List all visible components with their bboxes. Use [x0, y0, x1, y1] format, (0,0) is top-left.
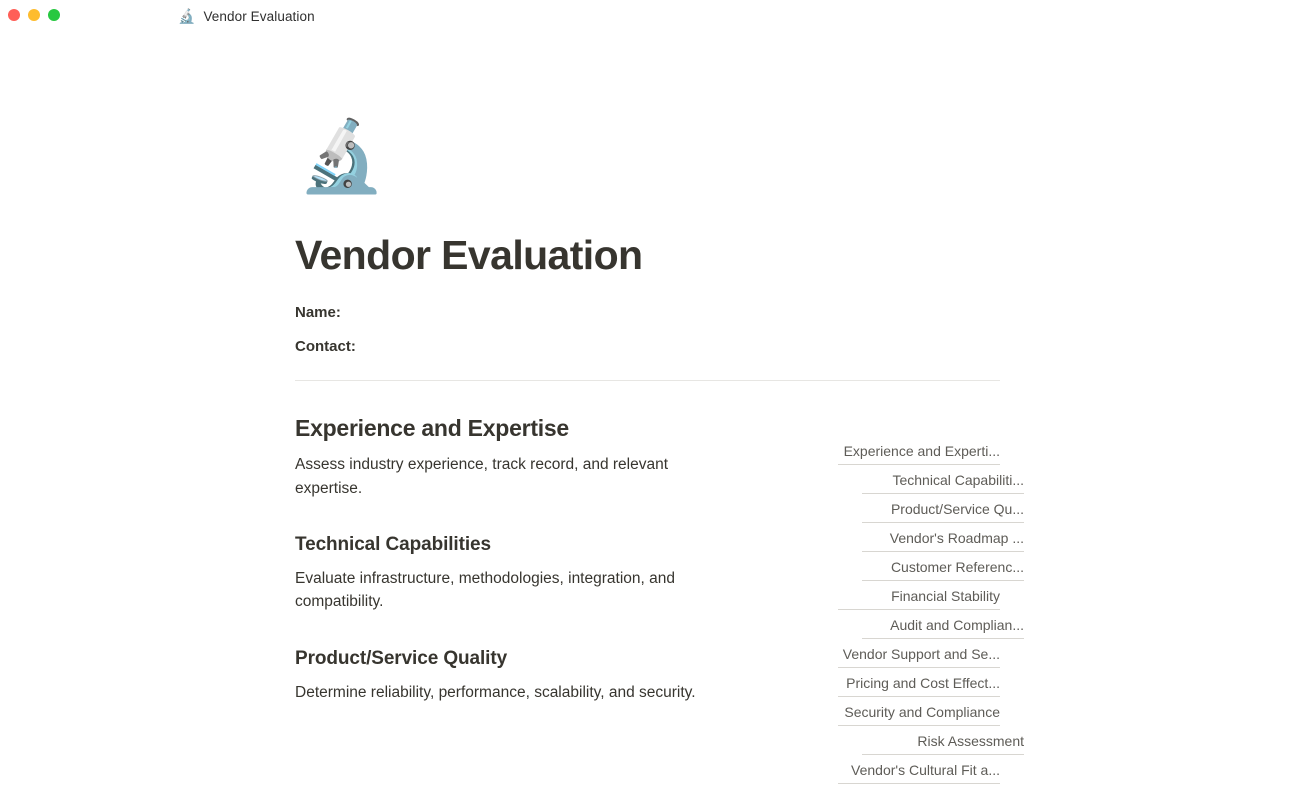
page-title[interactable]: Vendor Evaluation — [295, 232, 643, 278]
divider — [295, 380, 1000, 381]
toc-item-pricing-and-cost-effectiveness[interactable]: Pricing and Cost Effect... — [838, 668, 1000, 697]
toc-item-experience-and-expertise[interactable]: Experience and Experti... — [838, 436, 1000, 465]
toc-item-vendors-cultural-fit[interactable]: Vendor's Cultural Fit a... — [838, 755, 1000, 784]
close-window-button[interactable] — [8, 9, 20, 21]
section-body[interactable]: Assess industry experience, track record, and relevant expertise. — [295, 456, 669, 497]
toc-item-risk-assessment[interactable]: Risk Assessment — [862, 726, 1024, 755]
tab-title: Vendor Evaluation — [203, 8, 315, 24]
section-body[interactable]: Determine reliability, performance, scalability, and security. — [295, 683, 696, 701]
toc-item-financial-stability[interactable]: Financial Stability — [838, 581, 1000, 610]
toc-item-vendors-roadmap[interactable]: Vendor's Roadmap ... — [862, 523, 1024, 552]
toc-item-audit-and-compliance[interactable]: Audit and Complian... — [862, 610, 1024, 639]
window-controls — [8, 9, 60, 21]
section-heading[interactable]: Product/Service Quality — [295, 647, 508, 669]
section-heading[interactable]: Experience and Expertise — [295, 415, 569, 442]
table-of-contents — [838, 436, 1024, 784]
page-content — [0, 31, 1303, 785]
document-emoji-icon[interactable]: 🔬 — [298, 117, 386, 195]
toc-item-product-service-quality[interactable]: Product/Service Qu... — [862, 494, 1024, 523]
toc-item-vendor-support-and-service[interactable]: Vendor Support and Se... — [838, 639, 1000, 668]
browser-tab[interactable] — [178, 5, 315, 27]
microscope-icon: 🔬 — [178, 8, 196, 24]
section-body[interactable]: Evaluate infrastructure, methodologies, integration, and compatibility. — [295, 569, 675, 611]
toc-item-customer-references[interactable]: Customer Referenc... — [862, 552, 1024, 581]
toc-item-technical-capabilities[interactable]: Technical Capabiliti... — [862, 465, 1024, 494]
window-titlebar — [0, 0, 1303, 31]
field-contact[interactable]: Contact: — [295, 337, 356, 355]
section-heading[interactable]: Technical Capabilities — [295, 534, 491, 556]
zoom-window-button[interactable] — [48, 9, 60, 21]
toc-item-security-and-compliance[interactable]: Security and Compliance — [838, 697, 1000, 726]
minimize-window-button[interactable] — [28, 9, 40, 21]
field-name[interactable]: Name: — [295, 304, 341, 322]
